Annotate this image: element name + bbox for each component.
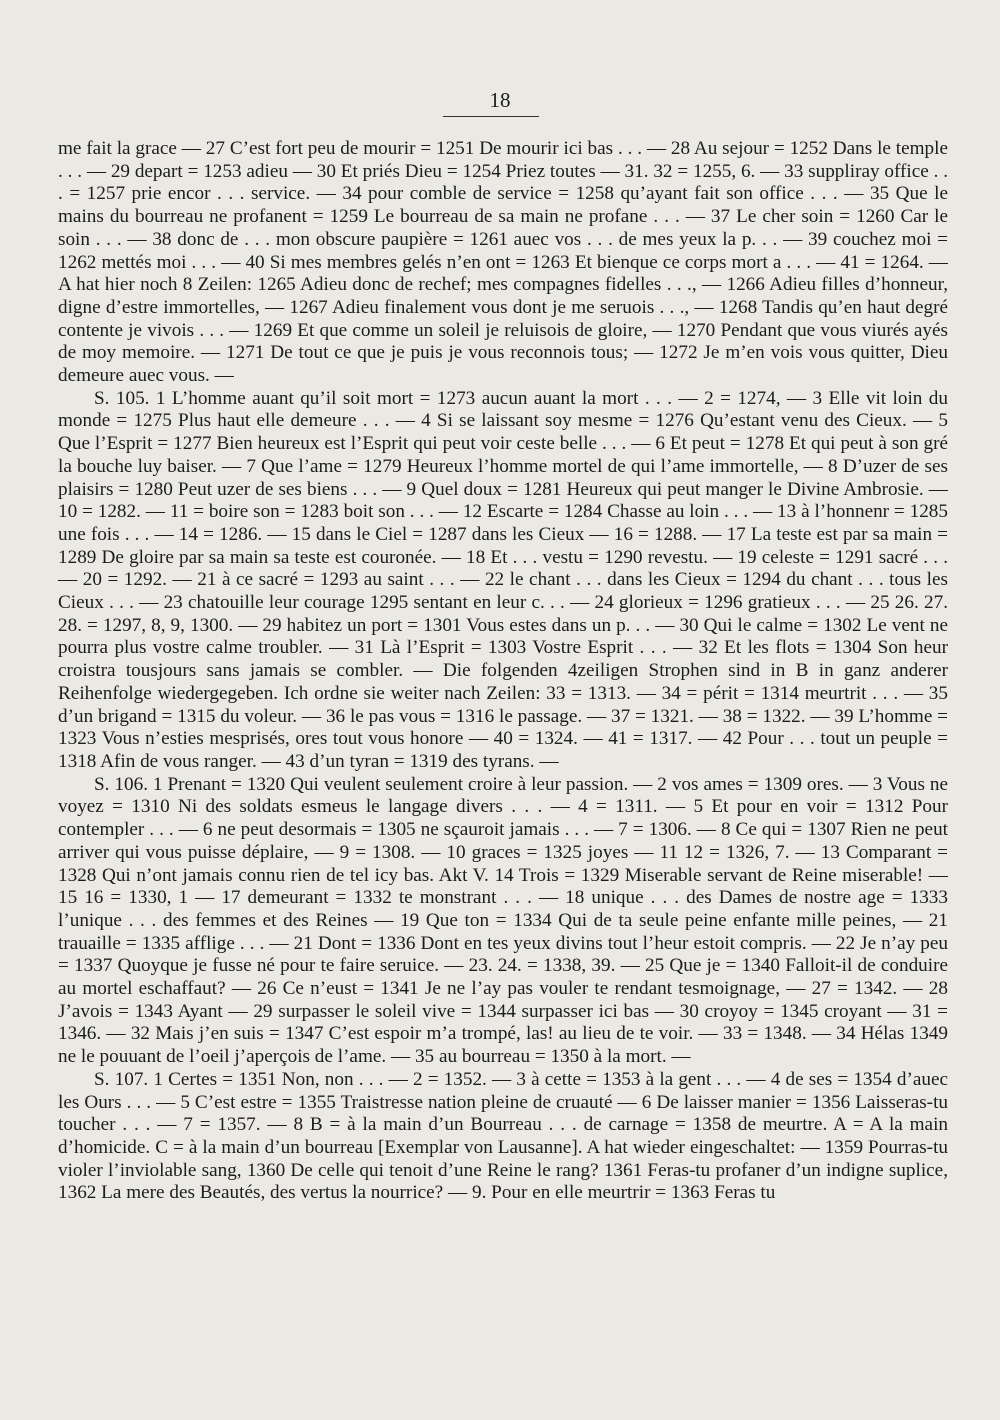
paragraph-s105: S. 105. 1 L’homme auant qu’il soit mort = 1273 aucun auant la mort . . . — 2 = 1274, — 3 Elle vit loin du monde = 1275 Plus haut elle demeure . . . — 4 Si se laissant soy mesme = 1276 Qu’estant venu des Cieux. — 5 Que l’Esprit = 1277 Bien heureux est l’Esprit qui peut voir ceste belle . . . — 6 Et peut = 1278 Et qui peut à son gré la bouche luy baiser. — 7 Que l’ame = 1279 Heureux l’homme mortel de qui l’ame immortelle, — 8 D’uzer de ses plaisirs = 1280 Peut uzer de ses biens . . . — 9 Quel doux = 1281 Heureux qui peut manger le Divine Ambrosie. — 10 = 1282. — 11 = boire son = 1283 boit son . . . — 12 Escarte = 1284 Chasse au loin . . . — 13 à l’honnenr = 1285 une fois . . . — 14 = 1286. — 15 dans le Ciel = 1287 dans les Cieux — 16 = 1288. — 17 La teste est par sa main = 1289 De gloire par sa main sa teste est couronée. — 18 Et . . . vestu = 1290 revestu. — 19 celeste = 1291 sacré . . . — 20 = 1292. — 21 à ce sacré = 1293 au saint . . . — 22 le chant . . . dans les Cieux = 1294 du chant . . . tous les Cieux . . . — 23 chatouille leur courage 1295 sentant en leur c. . . — 24 glorieux = 1296 gratieux . . . — 25 26. 27. 28. = 1297, 8, 9, 1300. — 29 habitez un port = 1301 Vous estes dans un p. . . — 30 Qui le calme = 1302 Le vent ne pourra plus vostre calme troubler. — 31 Là l’Esprit = 1303 Vostre Esprit . . . — 32 Et les flots = 1304 Son heur croistra tousjours sans jamais se combler. — Die folgenden 4zeiligen Strophen sind in B in ganz anderer Reihenfolge wiedergegeben. Ich ordne sie weiter nach Zeilen: 33 = 1313. — 34 = périt = 1314 meurtrit . . . — 35 d’un brigand = 1315 du voleur. — 36 le pas vous = 1316 le passage. — 37 = 1321. — 38 = 1322. — 39 L’homme = 1323 Vous n’esties mesprisés, ores tout vous honore — 40 = 1324. — 41 = 1317. — 42 Pour . . . tout un peuple = 1318 Afin de vous ranger. — 43 d’un tyran = 1319 des tyrans. — — [58, 387, 948, 772]
document-body — [58, 138, 948, 1205]
paragraph-continuation: me fait la grace — 27 C’est fort peu de mourir = 1251 De mourir ici bas . . . — 28 Au sejour = 1252 Dans le temple . . . — 29 depart = 1253 adieu — 30 Et priés Dieu = 1254 Priez toutes — 31. 32 = 1255, 6. — 33 suppliray office . . . = 1257 prie encor . . . service. — 34 pour comble de service = 1258 qu’ayant fait son office . . . — 35 Que le mains du bourreau ne profanent = 1259 Le bourreau de sa main ne profane . . . — 37 Le cher soin = 1260 Car le soin . . . — 38 donc de . . . mon obscure paupière = 1261 auec vos . . . de mes yeux la p. . . — 39 couchez moi = 1262 mettés moi . . . — 40 Si mes membres gelés n’en ont = 1263 Et bienque ce corps mort a . . . — 41 = 1264. — A hat hier noch 8 Zeilen: 1265 Adieu donc de rechef; mes compagnes fidelles . . ., — 1266 Adieu filles d’honneur, digne d’estre immortelles, — 1267 Adieu finalement vous dont je me seruois . . ., — 1268 Tandis qu’en haut degré contente je vivois . . . — 1269 Et que comme un soleil je reluisois de gloire, — 1270 Pendant que vous viurés ayés de moy memoire. — 1271 De tout ce que je puis je vous reconnois tous; — 1272 Je m’en vois vous quitter, Dieu demeure auec vous. — — [58, 138, 948, 387]
paragraph-s106: S. 106. 1 Prenant = 1320 Qui veulent seulement croire à leur passion. — 2 vos ames = 1309 ores. — 3 Vous ne voyez = 1310 Ni des soldats esmeus le langage divers . . . — 4 = 1311. — 5 Et pour en voir = 1312 Pour contempler . . . — 6 ne peut desormais = 1305 ne sçauroit jamais . . . — 7 = 1306. — 8 Ce qui = 1307 Rien ne peut arriver qui vous puisse déplaire, — 9 = 1308. — 10 graces = 1325 joyes — 11 12 = 1326, 7. — 13 Comparant = 1328 Qui n’ont jamais connu rien de tel icy bas. Akt V. 14 Trois = 1329 Miserable servant de Reine miserable! — 15 16 = 1330, 1 — 17 demeurant = 1332 te monstrant . . . — 18 unique . . . des Dames de nostre age = 1333 l’unique . . . des femmes et des Reines — 19 Que ton = 1334 Qui de ta seule peine enfante mille peines, — 21 trauaille = 1335 afflige . . . — 21 Dont = 1336 Dont en tes yeux divins tout l’heur estoit compris. — 22 Je n’ay peu = 1337 Quoyque je fusse né pour te faire seruice. — 23. 24. = 1338, 39. — 25 Que je = 1340 Falloit-il de conduire au mortel eschaffaut? — 26 Ce n’eust = 1341 Je ne l’ay pas vouler te rendant tesmoignage, — 27 = 1342. — 28 J’avois = 1343 Ayant — 29 surpasser le soleil vive = 1344 surpasser ici bas — 30 croyoy = 1345 croyant — 31 = 1346. — 32 Mais j’en suis = 1347 C’est espoir m’a trompé, las! au lieu de te voir. — 33 = 1348. — 34 Hélas 1349 ne le pouuant de l’oeil j’aperçois de l’ame. — 35 au bourreau = 1350 à la mort. — — [58, 773, 948, 1068]
paragraph-s107: S. 107. 1 Certes = 1351 Non, non . . . — 2 = 1352. — 3 à cette = 1353 à la gent . . . — 4 de ses = 1354 d’auec les Ours . . . — 5 C’est estre = 1355 Traistresse nation pleine de cruauté — 6 De laisser manier = 1356 Laisseras-tu toucher . . . — 7 = 1357. — 8 B = à la main d’un Bourreau . . . de carnage = 1358 de meurtre. A = A la main d’homicide. C = à la main d’un bourreau [Exemplar von Lausanne]. A hat wieder eingeschaltet: — 1359 Pourras-tu violer l’inviolable sang, 1360 De celle qui tenoit d’une Reine le rang? 1361 Feras-tu profaner d’un indigne suplice, 1362 La mere des Beautés, des vertus la nourrice? — 9. Pour en elle meurtrir = 1363 Feras tu — [58, 1068, 948, 1204]
page-number: 18 — [489, 88, 511, 112]
page-number-rule — [443, 116, 539, 117]
